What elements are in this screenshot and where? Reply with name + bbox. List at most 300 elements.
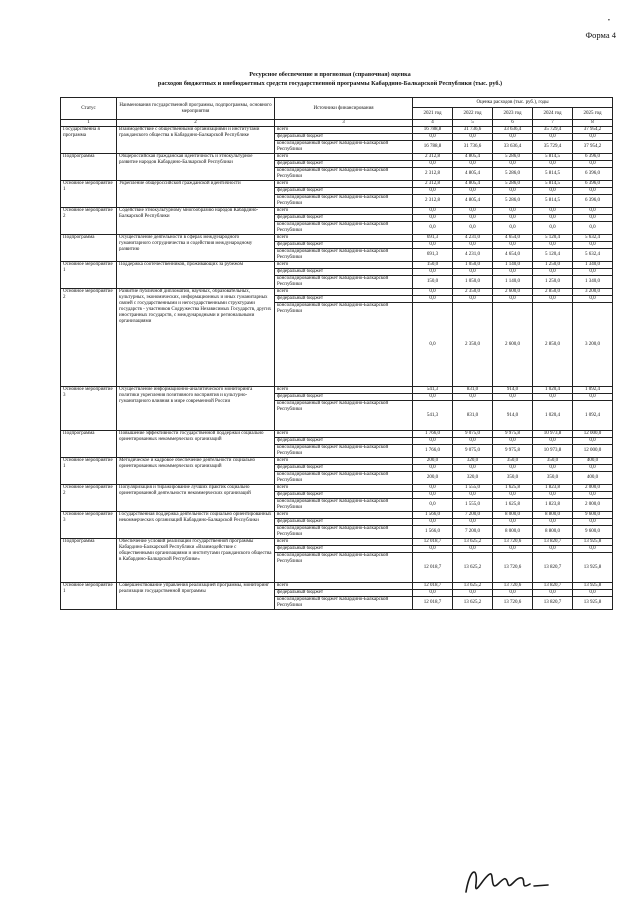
value-cell: 350,0	[533, 458, 573, 465]
value-cell: 0,0	[533, 296, 573, 303]
value-cell: 0,0	[453, 394, 493, 401]
value-cell: 35 729,4	[533, 141, 573, 154]
value-cell: 31 736,6	[453, 127, 493, 134]
column-number: 3	[275, 120, 413, 127]
value-cell: 33 636,4	[493, 141, 533, 154]
status-cell: Основное мероприятие 2	[61, 208, 117, 235]
funding-source-cell: федеральный бюджет	[275, 296, 413, 303]
value-cell: 16 788,8	[413, 127, 453, 134]
funding-source-cell: всего	[275, 583, 413, 590]
value-cell: 0,0	[493, 438, 533, 445]
value-cell: 13 820,7	[533, 583, 573, 590]
status-cell: Основное мероприятие 1	[61, 583, 117, 610]
value-cell: 12 000,0	[573, 431, 613, 438]
funding-source-cell: всего	[275, 289, 413, 296]
corner-mark: •	[607, 18, 610, 24]
value-cell: 4 805,4	[453, 154, 493, 161]
value-cell: 35 729,4	[533, 127, 573, 134]
funding-source-cell: консолидированный бюджет Кабардино-Балкарской Республики	[275, 553, 413, 583]
funding-source-cell: федеральный бюджет	[275, 269, 413, 276]
column-number: 8	[573, 120, 613, 127]
header-year: 2022 год	[453, 108, 493, 120]
value-cell: 0,0	[413, 188, 453, 195]
funding-source-cell: федеральный бюджет	[275, 492, 413, 499]
table-row	[61, 181, 613, 188]
value-cell: 320,0	[453, 472, 493, 485]
value-cell: 0,0	[533, 519, 573, 526]
value-cell: 831,0	[453, 387, 493, 394]
header-year: 2023 год	[493, 108, 533, 120]
funding-source-cell: федеральный бюджет	[275, 519, 413, 526]
status-cell: Государственна я программа	[61, 127, 117, 154]
status-cell: Подпрограмма	[61, 431, 117, 458]
value-cell: 1 625,8	[493, 485, 533, 492]
value-cell: 1 340,0	[573, 262, 613, 269]
value-cell: 0,0	[493, 590, 533, 597]
value-cell: 1 140,0	[493, 262, 533, 269]
value-cell: 9 975,8	[493, 445, 533, 458]
funding-source-cell: консолидированный бюджет Кабардино-Балкарской Республики	[275, 303, 413, 387]
value-cell: 0,0	[453, 492, 493, 499]
value-cell: 1 823,8	[533, 499, 573, 512]
value-cell: 0,0	[493, 269, 533, 276]
value-cell: 1 050,0	[453, 276, 493, 289]
funding-source-cell: консолидированный бюджет Кабардино-Балкарской Республики	[275, 222, 413, 235]
value-cell: 0,0	[413, 208, 453, 215]
value-cell: 7 200,0	[453, 512, 493, 519]
value-cell: 0,0	[413, 242, 453, 249]
value-cell: 0,0	[573, 134, 613, 141]
value-cell: 0,0	[413, 546, 453, 553]
value-cell: 1 823,8	[533, 485, 573, 492]
value-cell: 1 092,4	[573, 387, 613, 394]
value-cell: 10 973,8	[533, 445, 573, 458]
value-cell: 0,0	[533, 438, 573, 445]
status-cell: Основное мероприятие 1	[61, 458, 117, 485]
value-cell: 914,0	[493, 387, 533, 394]
funding-source-cell: федеральный бюджет	[275, 161, 413, 168]
value-cell: 2 850,0	[533, 289, 573, 296]
column-number: 4	[413, 120, 453, 127]
value-cell: 8 800,0	[533, 526, 573, 539]
funding-source-cell: всего	[275, 458, 413, 465]
value-cell: 0,0	[413, 161, 453, 168]
value-cell: 320,0	[453, 458, 493, 465]
funding-source-cell: всего	[275, 181, 413, 188]
value-cell: 0,0	[493, 134, 533, 141]
form-label: Форма 4	[585, 30, 616, 40]
value-cell: 0,0	[573, 519, 613, 526]
header-estimate: Оценка расходов (тыс. руб.), годы	[413, 98, 613, 108]
value-cell: 0,0	[533, 492, 573, 499]
value-cell: 541,3	[413, 401, 453, 431]
document-title: Ресурсное обеспечение и прогнозная (справочная) оценка	[249, 71, 411, 78]
value-cell: 0,0	[413, 465, 453, 472]
value-cell: 3 200,0	[573, 303, 613, 387]
value-cell: 7 200,0	[453, 526, 493, 539]
value-cell: 0,0	[453, 215, 493, 222]
value-cell: 1 766,0	[413, 431, 453, 438]
value-cell: 5 814,5	[533, 154, 573, 161]
funding-source-cell: всего	[275, 539, 413, 546]
table-row	[61, 583, 613, 590]
table-row	[61, 262, 613, 269]
value-cell: 2 312,8	[413, 181, 453, 188]
value-cell: 1 566,0	[413, 526, 453, 539]
value-cell: 4 654,0	[493, 235, 533, 242]
funding-source-cell: федеральный бюджет	[275, 242, 413, 249]
table-row	[61, 512, 613, 519]
value-cell: 0,0	[533, 269, 573, 276]
value-cell: 13 625,2	[453, 539, 493, 546]
table-row	[61, 127, 613, 134]
value-cell: 0,0	[533, 134, 573, 141]
funding-source-cell: консолидированный бюджет Кабардино-Балкарской Республики	[275, 249, 413, 262]
funding-source-cell: всего	[275, 485, 413, 492]
value-cell: 0,0	[413, 492, 453, 499]
value-cell: 0,0	[493, 215, 533, 222]
program-name-cell: Государственная поддержка деятельности социально ориентированных некоммерческих организаций Кабардино-Балкарской Республики	[117, 512, 275, 539]
value-cell: 9 600,0	[573, 512, 613, 519]
value-cell: 0,0	[533, 590, 573, 597]
value-cell: 33 636,4	[493, 127, 533, 134]
value-cell: 0,0	[413, 296, 453, 303]
value-cell: 8 000,0	[493, 526, 533, 539]
value-cell: 0,0	[413, 134, 453, 141]
funding-source-cell: федеральный бюджет	[275, 215, 413, 222]
header-sources: Источники финансирования	[275, 98, 413, 120]
value-cell: 0,0	[493, 492, 533, 499]
program-name-cell: Укрепление общероссийской гражданской идентичности	[117, 181, 275, 208]
funding-source-cell: федеральный бюджет	[275, 546, 413, 553]
table-row	[61, 235, 613, 242]
value-cell: 1 050,0	[453, 262, 493, 269]
value-cell: 0,0	[573, 296, 613, 303]
value-cell: 0,0	[413, 289, 453, 296]
value-cell: 0,0	[533, 222, 573, 235]
value-cell: 691,3	[413, 249, 453, 262]
value-cell: 0,0	[573, 438, 613, 445]
value-cell: 1 340,0	[573, 276, 613, 289]
value-cell: 350,0	[533, 472, 573, 485]
value-cell: 0,0	[413, 269, 453, 276]
value-cell: 5 814,5	[533, 168, 573, 181]
value-cell: 2 600,0	[493, 303, 533, 387]
value-cell: 350,0	[493, 458, 533, 465]
value-cell: 1 555,0	[453, 485, 493, 492]
value-cell: 691,3	[413, 235, 453, 242]
value-cell: 0,0	[493, 208, 533, 215]
funding-source-cell: всего	[275, 235, 413, 242]
value-cell: 13 625,2	[453, 583, 493, 590]
value-cell: 13 925,8	[573, 597, 613, 610]
funding-source-cell: всего	[275, 154, 413, 161]
status-cell: Основное мероприятие 1	[61, 262, 117, 289]
value-cell: 0,0	[453, 296, 493, 303]
value-cell: 0,0	[573, 208, 613, 215]
value-cell: 9 075,0	[453, 431, 493, 438]
value-cell: 200,0	[413, 458, 453, 465]
value-cell: 2 350,0	[453, 303, 493, 387]
value-cell: 2 312,8	[413, 168, 453, 181]
value-cell: 16 788,8	[413, 141, 453, 154]
funding-source-cell: федеральный бюджет	[275, 590, 413, 597]
funding-source-cell: всего	[275, 512, 413, 519]
program-name-cell: Осуществление информационно-аналитического мониторинга политики укрепления позитивного восприятия и культурно-гуманитарного влияния в мире современной России	[117, 387, 275, 431]
value-cell: 4 654,0	[493, 249, 533, 262]
table-row	[61, 387, 613, 394]
value-cell: 0,0	[453, 465, 493, 472]
funding-source-cell: консолидированный бюджет Кабардино-Балкарской Республики	[275, 499, 413, 512]
column-number: 5	[453, 120, 493, 127]
value-cell: 10 973,8	[533, 431, 573, 438]
funding-source-cell: консолидированный бюджет Кабардино-Балкарской Республики	[275, 445, 413, 458]
value-cell: 9 975,8	[493, 431, 533, 438]
value-cell: 0,0	[413, 590, 453, 597]
status-cell: Основное мероприятие 3	[61, 512, 117, 539]
value-cell: 5 814,5	[533, 181, 573, 188]
resource-table	[60, 97, 613, 610]
value-cell: 5 632,4	[573, 235, 613, 242]
column-number: 7	[533, 120, 573, 127]
value-cell: 13 925,8	[573, 583, 613, 590]
value-cell: 6 396,0	[573, 181, 613, 188]
value-cell: 400,0	[573, 472, 613, 485]
program-name-cell: Методическое и кадровое обеспечение деятельности социально ориентированных некоммерческих организаций	[117, 458, 275, 485]
value-cell: 350,0	[493, 472, 533, 485]
value-cell: 13 925,8	[573, 539, 613, 546]
value-cell: 4 231,0	[453, 235, 493, 242]
value-cell: 0,0	[533, 394, 573, 401]
value-cell: 2 000,0	[573, 499, 613, 512]
funding-source-cell: всего	[275, 387, 413, 394]
value-cell: 0,0	[573, 465, 613, 472]
funding-source-cell: всего	[275, 431, 413, 438]
value-cell: 13 820,7	[533, 597, 573, 610]
column-number: 1	[61, 120, 117, 127]
program-name-cell: Поддержка соотечественников, проживающих за рубежом	[117, 262, 275, 289]
value-cell: 0,0	[453, 161, 493, 168]
value-cell: 13 720,6	[493, 597, 533, 610]
value-cell: 6 396,0	[573, 195, 613, 208]
value-cell: 0,0	[413, 222, 453, 235]
value-cell: 150,0	[413, 276, 453, 289]
value-cell: 0,0	[453, 188, 493, 195]
table-row	[61, 289, 613, 296]
funding-source-cell: консолидированный бюджет Кабардино-Балкарской Республики	[275, 168, 413, 181]
value-cell: 13 720,6	[493, 553, 533, 583]
value-cell: 13 625,2	[453, 597, 493, 610]
column-number: 6	[493, 120, 533, 127]
value-cell: 541,3	[413, 387, 453, 394]
value-cell: 4 805,4	[453, 168, 493, 181]
program-name-cell: Совершенствование управления реализацией программы, мониторинг реализации государственной программы	[117, 583, 275, 610]
table-row	[61, 208, 613, 215]
value-cell: 6 396,0	[573, 154, 613, 161]
value-cell: 5 632,4	[573, 249, 613, 262]
funding-source-cell: федеральный бюджет	[275, 438, 413, 445]
value-cell: 0,0	[493, 222, 533, 235]
value-cell: 0,0	[573, 242, 613, 249]
program-name-cell: Повышение эффективности государственной поддержки социально ориентированных некоммерческих организаций	[117, 431, 275, 458]
value-cell: 0,0	[533, 161, 573, 168]
value-cell: 8 000,0	[493, 512, 533, 519]
value-cell: 2 350,0	[453, 289, 493, 296]
value-cell: 0,0	[573, 215, 613, 222]
value-cell: 0,0	[493, 519, 533, 526]
value-cell: 4 805,4	[453, 181, 493, 188]
value-cell: 0,0	[573, 394, 613, 401]
program-name-cell: Взаимодействие с общественными организациями и институтами гражданского общества в Кабардино-Балкарской Республике	[117, 127, 275, 154]
funding-source-cell: консолидированный бюджет Кабардино-Балкарской Республики	[275, 401, 413, 431]
value-cell: 0,0	[453, 438, 493, 445]
value-cell: 4 231,0	[453, 249, 493, 262]
value-cell: 37 954,2	[573, 141, 613, 154]
value-cell: 5 286,0	[493, 181, 533, 188]
value-cell: 0,0	[533, 242, 573, 249]
value-cell: 4 805,4	[453, 195, 493, 208]
value-cell: 0,0	[533, 215, 573, 222]
value-cell: 13 820,7	[533, 553, 573, 583]
value-cell: 13 720,6	[493, 583, 533, 590]
value-cell: 1 566,0	[413, 512, 453, 519]
value-cell: 0,0	[453, 590, 493, 597]
value-cell: 8 800,0	[533, 512, 573, 519]
table-row	[61, 458, 613, 465]
program-name-cell: Содействие этнокультурному многообразию народов Кабардино-Балкарской Республики	[117, 208, 275, 235]
value-cell: 0,0	[413, 519, 453, 526]
status-cell: Основное мероприятие 2	[61, 485, 117, 512]
value-cell: 2 312,8	[413, 154, 453, 161]
value-cell: 9 075,0	[453, 445, 493, 458]
value-cell: 0,0	[573, 546, 613, 553]
value-cell: 914,0	[493, 401, 533, 431]
value-cell: 5 286,0	[493, 154, 533, 161]
value-cell: 0,0	[493, 546, 533, 553]
value-cell: 37 954,2	[573, 127, 613, 134]
value-cell: 0,0	[533, 465, 573, 472]
value-cell: 0,0	[493, 394, 533, 401]
value-cell: 0,0	[493, 161, 533, 168]
program-name-cell: Общероссийская гражданская идентичность и этнокультурное развитие народов Кабардино-Балкарской Республики	[117, 154, 275, 181]
funding-source-cell: всего	[275, 208, 413, 215]
funding-source-cell: консолидированный бюджет Кабардино-Балкарской Республики	[275, 195, 413, 208]
funding-source-cell: консолидированный бюджет Кабардино-Балкарской Республики	[275, 526, 413, 539]
value-cell: 31 736,6	[453, 141, 493, 154]
value-cell: 2 000,0	[573, 485, 613, 492]
value-cell: 0,0	[413, 485, 453, 492]
value-cell: 0,0	[493, 242, 533, 249]
program-name-cell: Развитие публичной дипломатии, научных, образовательных, культурных, экономических, информационных и иных гуманитарных связей с государственными и негосударственными структурами государств - участников Содружества Независимых Государств, других иностранных государств, с международными и региональными организациями	[117, 289, 275, 387]
value-cell: 400,0	[573, 458, 613, 465]
value-cell: 1 020,4	[533, 387, 573, 394]
header-name: Наименования государственной программы, подпрограммы, основного мероприятия	[117, 98, 275, 120]
value-cell: 1 140,0	[493, 276, 533, 289]
value-cell: 0,0	[453, 546, 493, 553]
status-cell: Подпрограмма	[61, 235, 117, 262]
value-cell: 13 720,6	[493, 539, 533, 546]
value-cell: 2 312,8	[413, 195, 453, 208]
status-cell: Основное мероприятие 2	[61, 289, 117, 387]
value-cell: 5 286,0	[493, 195, 533, 208]
value-cell: 831,0	[453, 401, 493, 431]
value-cell: 9 600,0	[573, 526, 613, 539]
table-row	[61, 539, 613, 546]
value-cell: 1 250,0	[533, 276, 573, 289]
column-number: 2	[117, 120, 275, 127]
program-name-cell: Популяризация и тиражирование лучших практик социально ориентированной деятельности некоммерческих организаций	[117, 485, 275, 512]
value-cell: 0,0	[453, 519, 493, 526]
value-cell: 6 396,0	[573, 168, 613, 181]
value-cell: 0,0	[493, 296, 533, 303]
value-cell: 0,0	[533, 546, 573, 553]
funding-source-cell: федеральный бюджет	[275, 134, 413, 141]
value-cell: 0,0	[493, 188, 533, 195]
funding-source-cell: консолидированный бюджет Кабардино-Балкарской Республики	[275, 597, 413, 610]
program-name-cell: Обеспечение условий реализации государственной программы Кабардино-Балкарской Республики «Взаимодействие с общественными организациями и институтами гражданского общества в Кабардино-Балкарской Республике»	[117, 539, 275, 583]
value-cell: 0,0	[413, 438, 453, 445]
header-year: 2024 год	[533, 108, 573, 120]
value-cell: 0,0	[573, 188, 613, 195]
value-cell: 1 625,8	[493, 499, 533, 512]
funding-source-cell: консолидированный бюджет Кабардино-Балкарской Республики	[275, 276, 413, 289]
value-cell: 1 250,0	[533, 262, 573, 269]
header-status: Статус	[61, 98, 117, 120]
value-cell: 0,0	[453, 208, 493, 215]
value-cell: 1 766,0	[413, 445, 453, 458]
value-cell: 0,0	[573, 492, 613, 499]
value-cell: 13 925,8	[573, 553, 613, 583]
funding-source-cell: федеральный бюджет	[275, 188, 413, 195]
table-row	[61, 431, 613, 438]
value-cell: 1 020,4	[533, 401, 573, 431]
value-cell: 13 625,2	[453, 553, 493, 583]
value-cell: 0,0	[493, 465, 533, 472]
status-cell: Основное мероприятие 1	[61, 181, 117, 208]
value-cell: 0,0	[453, 134, 493, 141]
value-cell: 0,0	[413, 394, 453, 401]
value-cell: 0,0	[453, 269, 493, 276]
value-cell: 12 018,7	[413, 583, 453, 590]
value-cell: 0,0	[453, 242, 493, 249]
value-cell: 13 820,7	[533, 539, 573, 546]
value-cell: 0,0	[573, 161, 613, 168]
value-cell: 12 000,0	[573, 445, 613, 458]
header-year: 2021 год	[413, 108, 453, 120]
value-cell: 5 814,5	[533, 195, 573, 208]
status-cell: Подпрограмма	[61, 154, 117, 181]
funding-source-cell: консолидированный бюджет Кабардино-Балкарской Республики	[275, 472, 413, 485]
value-cell: 5 120,4	[533, 249, 573, 262]
document-subtitle: расходов бюджетных и внебюджетных средств государственной программы Кабардино-Балкарской Республики (тыс. руб.)	[157, 80, 503, 87]
value-cell: 1 555,0	[453, 499, 493, 512]
value-cell: 3 200,0	[573, 289, 613, 296]
value-cell: 12 018,7	[413, 539, 453, 546]
value-cell: 2 850,0	[533, 303, 573, 387]
value-cell: 0,0	[573, 269, 613, 276]
signature-icon	[460, 862, 560, 902]
value-cell: 5 120,4	[533, 235, 573, 242]
value-cell: 12 018,7	[413, 597, 453, 610]
status-cell: Подпрограмма	[61, 539, 117, 583]
funding-source-cell: федеральный бюджет	[275, 394, 413, 401]
table-row	[61, 485, 613, 492]
value-cell: 0,0	[413, 303, 453, 387]
value-cell: 0,0	[573, 590, 613, 597]
value-cell: 200,0	[413, 472, 453, 485]
value-cell: 150,0	[413, 262, 453, 269]
table-row	[61, 154, 613, 161]
